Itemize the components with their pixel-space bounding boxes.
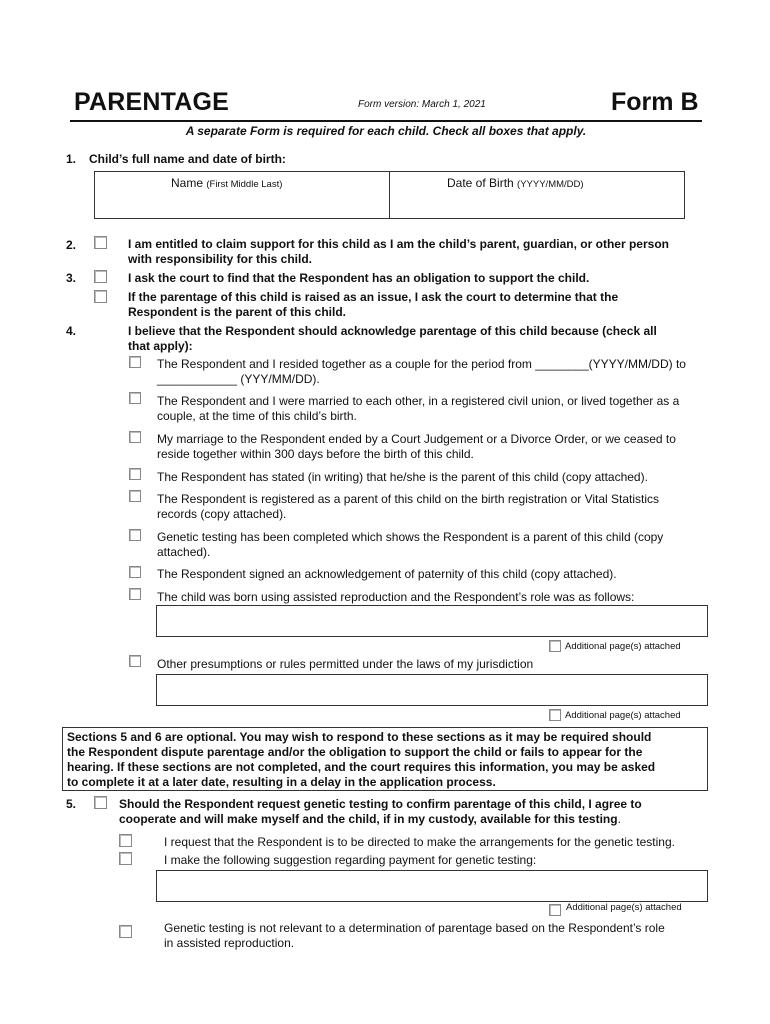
q3-sub-line2: Respondent is the parent of this child. [128,305,347,319]
q4-option-5-text [157,492,659,522]
q4-option-2-line2: couple, at the time of this child’s birth. [157,409,357,423]
q4-option-3-line2: reside together within 300 days before the birth of this child. [157,447,474,461]
table-divider [389,172,390,218]
q2-number: 2. [66,238,77,252]
q4-option-4-text: The Respondent has stated (in writing) that he/she is the parent of this child (copy attached). [157,470,648,484]
q3-parentage-checkbox[interactable] [94,290,107,303]
q5-text-line2: cooperate and will make myself and the child, if in my custody, available for this testing [119,812,618,826]
q4-option-6-line2: attached). [157,545,211,559]
q4-option-7-checkbox[interactable] [129,566,141,578]
q5-text [119,797,642,827]
form-id: Form B [611,88,699,116]
q3-checkbox[interactable] [94,270,107,283]
q5-option-2-text: I make the following suggestion regarding payment for genetic testing: [164,853,537,867]
q2-text-line1: I am entitled to claim support for this child as I am the child’s parent, guardian, or other person [128,237,669,251]
q4-option-8-checkbox[interactable] [129,588,141,600]
q5-option-1-text: I request that the Respondent is to be directed to make the arrangements for the genetic testing. [164,835,675,849]
notice-line2: the Respondent dispute parentage and/or the obligation to support the child or fails to appear for the [67,745,643,759]
q4-option-2-line1: The Respondent and I were married to each other, in a registered civil union, or lived together as a [157,394,680,408]
notice-line1: Sections 5 and 6 are optional. You may wish to respond to these sections as it may be required should [67,730,652,744]
q5-text-line1: Should the Respondent request genetic testing to confirm parentage of this child, I agree to [119,797,642,811]
form-title: PARENTAGE [74,88,230,116]
name-header-text: Name [171,176,204,190]
q3-parentage-text [128,290,618,320]
dob-header-hint: (YYYY/MM/DD) [517,179,584,190]
form-subtitle: A separate Form is required for each child. Check all boxes that apply. [185,124,587,138]
q4-option-6-checkbox[interactable] [129,529,141,541]
q4-option-1-text [157,357,686,387]
name-column-header [171,176,282,190]
q4-option-6-text [157,530,663,560]
q5-option-3-line2: in assisted reproduction. [164,936,295,950]
genetic-testing-payment-field[interactable] [156,870,708,902]
dob-header-text: Date of Birth [447,176,514,190]
q4-other-checkbox[interactable] [129,655,141,667]
q4-option-5-checkbox[interactable] [129,490,141,502]
child-dob-field[interactable] [392,192,682,216]
q5-option-2-checkbox[interactable] [119,852,132,865]
attach-label-3: Additional page(s) attached [566,902,682,913]
q4-option-8-text: The child was born using assisted reproduction and the Respondent’s role was as follows: [157,590,635,604]
q4-option-1-checkbox[interactable] [129,356,141,368]
q4-option-6-line1: Genetic testing has been completed which shows the Respondent is a parent of this child (copy [157,530,664,544]
header-rule [70,120,702,122]
q5-checkbox[interactable] [94,796,107,809]
q4-option-3-text [157,432,676,462]
q4-text [128,324,657,354]
q2-text-line2: with responsibility for this child. [128,252,313,266]
attach-label-2: Additional page(s) attached [565,710,681,721]
q4-option-5-line2: records (copy attached). [157,507,287,521]
attach-label-1: Additional page(s) attached [565,641,681,652]
q5-option-3-checkbox[interactable] [119,925,132,938]
form-version: Form version: March 1, 2021 [358,99,486,110]
q4-option-7-text: The Respondent signed an acknowledgement of paternity of this child (copy attached). [157,567,617,581]
q2-text [128,237,669,267]
q4-option-3-checkbox[interactable] [129,431,141,443]
dob-column-header [447,176,584,190]
q4-option-3-line1: My marriage to the Respondent ended by a Court Judgement or a Divorce Order, or we ceased to [157,432,676,446]
q4-option-1-line1: The Respondent and I resided together as a couple for the period from ________(YYYY/MM/DD) to [157,357,686,371]
q4-text-line2: that apply): [128,339,193,353]
q4-text-line1: I believe that the Respondent should acknowledge parentage of this child because (check all [128,324,657,338]
q5-option-3-line1: Genetic testing is not relevant to a determination of parentage based on the Respondent’s role [164,921,665,935]
attach-checkbox-1[interactable] [549,640,561,652]
notice-line4: to complete it at a later date, resulting in a delay in the application process. [67,775,496,789]
q5-number: 5. [66,797,77,811]
q4-option-2-text [157,394,679,424]
q1-label: Child’s full name and date of birth: [89,152,286,166]
q4-option-2-checkbox[interactable] [129,392,141,404]
optional-sections-notice [62,727,708,791]
assisted-reproduction-role-field[interactable] [156,605,708,637]
q3-sub-line1: If the parentage of this child is raised as an issue, I ask the court to determine that the [128,290,619,304]
other-presumptions-field[interactable] [156,674,708,706]
q4-option-5-line1: The Respondent is registered as a parent of this child on the birth registration or Vital Statistics [157,492,660,506]
q3-text: I ask the court to find that the Respondent has an obligation to support the child. [128,271,590,285]
q2-checkbox[interactable] [94,236,107,249]
q4-option-1-line2: ____________ (YYY/MM/DD). [157,372,320,386]
q5-text-period: . [617,812,621,826]
child-name-field[interactable] [97,192,387,216]
name-header-hint: (First Middle Last) [206,179,283,190]
notice-line3: hearing. If these sections are not completed, and the court requires this information, you may be asked [67,760,656,774]
q5-option-1-checkbox[interactable] [119,834,132,847]
q4-option-4-checkbox[interactable] [129,468,141,480]
q5-option-3-text [164,921,665,951]
q1-number: 1. [66,152,77,166]
attach-checkbox-2[interactable] [549,709,561,721]
attach-checkbox-3[interactable] [549,904,561,916]
child-name-dob-table [94,171,685,219]
q3-number: 3. [66,271,77,285]
q4-other-text: Other presumptions or rules permitted under the laws of my jurisdiction [157,657,534,671]
q4-number: 4. [66,324,77,338]
